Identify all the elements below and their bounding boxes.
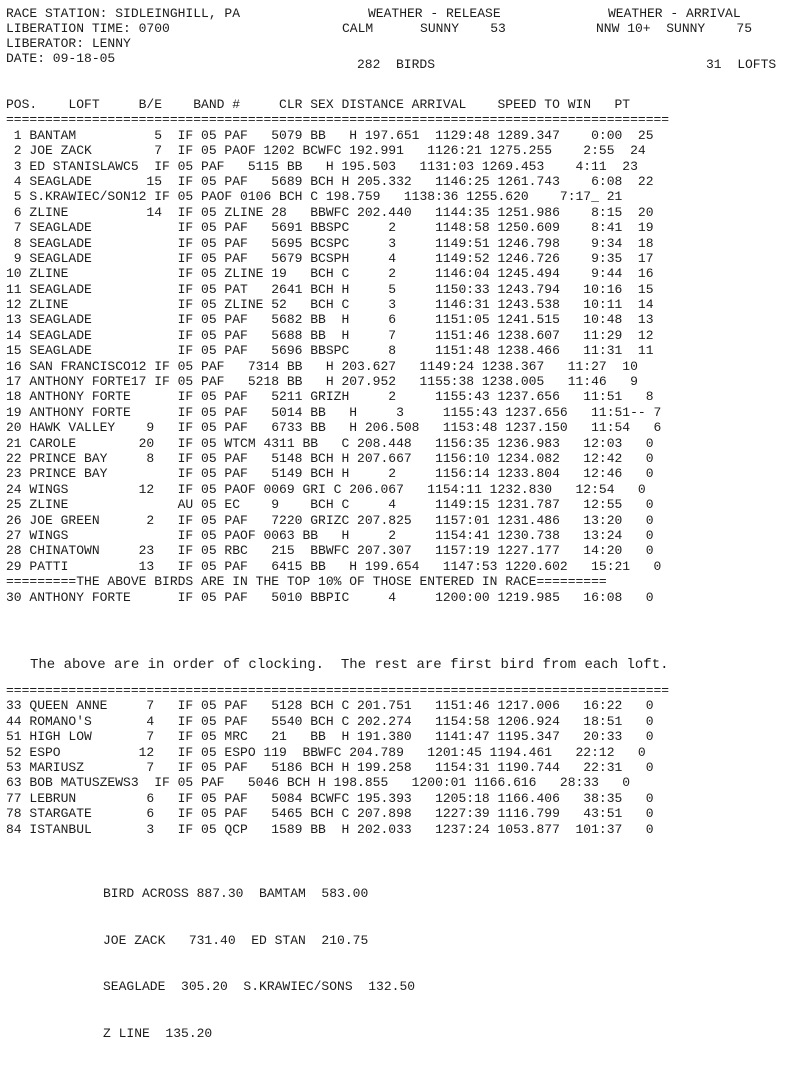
table-row: 8 SEAGLADE IF 05 PAF 5695 BCSPC 3 1149:51 1246.798 9:34 18 [6,235,654,251]
table-row: 63 BOB MATUSZEWS3 IF 05 PAF 5046 BCH H 198.855 1200:01 1166.616 28:33 0 [6,775,631,791]
table-row: 23 PRINCE BAY IF 05 PAF 5149 BCH H 2 1156:14 1233.804 12:46 0 [6,466,654,482]
table-row: 25 ZLINE AU 05 EC 9 BCH C 4 1149:15 1231.787 12:55 0 [6,497,654,513]
table-row: 7 SEAGLADE IF 05 PAF 5691 BBSPC 2 1148:58 1250.609 8:41 19 [6,220,654,236]
table-row: 77 LEBRUN 6 IF 05 PAF 5084 BCWFC 195.393 1205:18 1166.406 38:35 0 [6,790,654,806]
lofts-count: 31 LOFTS [706,57,777,72]
birds-count: 282 BIRDS [357,57,436,72]
table-row: 27 WINGS IF 05 PAOF 0063 BB H 2 1154:41 1230.738 13:24 0 [6,527,654,543]
results-rows [6,128,800,574]
table-row: 2 JOE ZACK 7 IF 05 PAOF 1202 BCWFC 192.991 1126:21 1275.255 2:55 24 [6,143,646,159]
column-header: POS. LOFT B/E BAND # CLR SEX DISTANCE ARRIVAL SPEED TO WIN PT [6,97,631,112]
table-row: 53 MARIUSZ 7 IF 05 PAF 5186 BCH H 199.258 1154:31 1190.744 22:31 0 [6,759,654,775]
table-row: 28 CHINATOWN 23 IF 05 RBC 215 BBWFC 207.307 1157:19 1227.177 14:20 0 [6,543,654,559]
header-separator: ===================================================================================== [6,112,670,128]
table-row: 84 ISTANBUL 3 IF 05 QCP 1589 BB H 202.033 1237:24 1053.877 101:37 0 [6,821,654,837]
lower-separator: ===================================================================================== [6,683,670,698]
table-row: 11 SEAGLADE IF 05 PAT 2641 BCH H 5 1150:33 1243.794 10:16 15 [6,281,654,297]
weather-release-title: WEATHER - RELEASE [368,6,501,21]
summary-line: SEAGLADE 305.20 S.KRAWIEC/SONS 132.50 [103,979,416,994]
table-row: 6 ZLINE 14 IF 05 ZLINE 28 BBWFC 202.440 1144:35 1251.986 8:15 20 [6,204,654,220]
first-bird-table [6,683,800,837]
race-date: DATE: 09-18-05 [6,51,116,66]
liberation-time: LIBERATION TIME: 0700 [6,21,170,36]
table-row: 17 ANTHONY FORTE17 IF 05 PAF 5218 BB H 207.952 1155:38 1238.005 11:46 9 [6,374,638,390]
summary-line: BIRD ACROSS 887.30 BAMTAM 583.00 [103,886,369,901]
race-station: RACE STATION: SIDLEINGHILL, PA [6,6,241,21]
weather-arrival-values: NNW 10+ SUNNY 75 [596,21,753,36]
summary-line: Z LINE 135.20 [103,1025,213,1041]
table-row: 12 ZLINE IF 05 ZLINE 52 BCH C 3 1146:31 1243.538 10:11 14 [6,297,654,313]
table-row: 29 PATTI 13 IF 05 PAF 6415 BB H 199.654 1147:53 1220.602 15:21 0 [6,558,662,574]
table-row: 16 SAN FRANCISCO12 IF 05 PAF 7314 BB H 203.627 1149:24 1238.367 11:27 10 [6,358,638,374]
top-ten-banner: =========THE ABOVE BIRDS ARE IN THE TOP 10% OF THOSE ENTERED IN RACE========= [6,574,607,590]
table-row: 52 ESPO 12 IF 05 ESPO 119 BBWFC 204.789 1201:45 1194.461 22:12 0 [6,744,646,760]
table-row-30: 30 ANTHONY FORTE IF 05 PAF 5010 BBPIC 4 1200:00 1219.985 16:08 0 [6,589,654,605]
table-row: 9 SEAGLADE IF 05 PAF 5679 BCSPH 4 1149:52 1246.726 9:35 17 [6,250,654,266]
table-row: 44 ROMANO'S 4 IF 05 PAF 5540 BCH C 202.274 1154:58 1206.924 18:51 0 [6,713,654,729]
table-row: 1 BANTAM 5 IF 05 PAF 5079 BB H 197.651 1129:48 1289.347 0:00 25 [6,127,654,143]
table-row: 18 ANTHONY FORTE IF 05 PAF 5211 GRIZH 2 1155:43 1237.656 11:51 8 [6,389,654,405]
table-row: 78 STARGATE 6 IF 05 PAF 5465 BCH C 207.898 1227:39 1116.799 43:51 0 [6,806,654,822]
table-row: 22 PRINCE BAY 8 IF 05 PAF 5148 BCH H 207.667 1156:10 1234.082 12:42 0 [6,450,654,466]
table-row: 4 SEAGLADE 15 IF 05 PAF 5689 BCH H 205.332 1146:25 1261.743 6:08 22 [6,173,654,189]
table-row: 21 CAROLE 20 IF 05 WTCM 4311 BB C 208.448 1156:35 1236.983 12:03 0 [6,435,654,451]
table-row: 10 ZLINE IF 05 ZLINE 19 BCH C 2 1146:04 1245.494 9:44 16 [6,266,654,282]
table-row: 14 SEAGLADE IF 05 PAF 5688 BB H 7 1151:46 1238.607 11:29 12 [6,327,654,343]
table-row: 26 JOE GREEN 2 IF 05 PAF 7220 GRIZC 207.825 1157:01 1231.486 13:20 0 [6,512,654,528]
liberator: LIBERATOR: LENNY [6,36,131,51]
bird-across-summary [103,855,415,1072]
summary-line: JOE ZACK 731.40 ED STAN 210.75 [103,932,369,948]
clocking-notice: The above are in order of clocking. The rest are first bird from each loft. [30,657,669,673]
table-row: 33 QUEEN ANNE 7 IF 05 PAF 5128 BCH C 201.751 1151:46 1217.006 16:22 0 [6,698,654,714]
table-row: 15 SEAGLADE IF 05 PAF 5696 BBSPC 8 1151:48 1238.466 11:31 11 [6,343,654,359]
weather-release-values: CALM SUNNY 53 [342,21,506,36]
table-row: 24 WINGS 12 IF 05 PAOF 0069 GRI C 206.067 1154:11 1232.830 12:54 0 [6,481,646,497]
table-row: 19 ANTHONY FORTE IF 05 PAF 5014 BB H 3 1155:43 1237.656 11:51-- 7 [6,404,662,420]
table-row: 3 ED STANISLAWC5 IF 05 PAF 5115 BB H 195.503 1131:03 1269.453 4:11 23 [6,158,638,174]
table-row: 5 S.KRAWIEC/SON12 IF 05 PAOF 0106 BCH C 198.759 1138:36 1255.620 7:17_ 21 [6,189,623,205]
table-row: 51 HIGH LOW 7 IF 05 MRC 21 BB H 191.380 1141:47 1195.347 20:33 0 [6,729,654,745]
weather-arrival-title: WEATHER - ARRIVAL [608,6,741,21]
table-row: 13 SEAGLADE IF 05 PAF 5682 BB H 6 1151:05 1241.515 10:48 13 [6,312,654,328]
table-row: 20 HAWK VALLEY 9 IF 05 PAF 6733 BB H 206.508 1153:48 1237.150 11:54 6 [6,420,662,436]
results-table [6,97,800,605]
